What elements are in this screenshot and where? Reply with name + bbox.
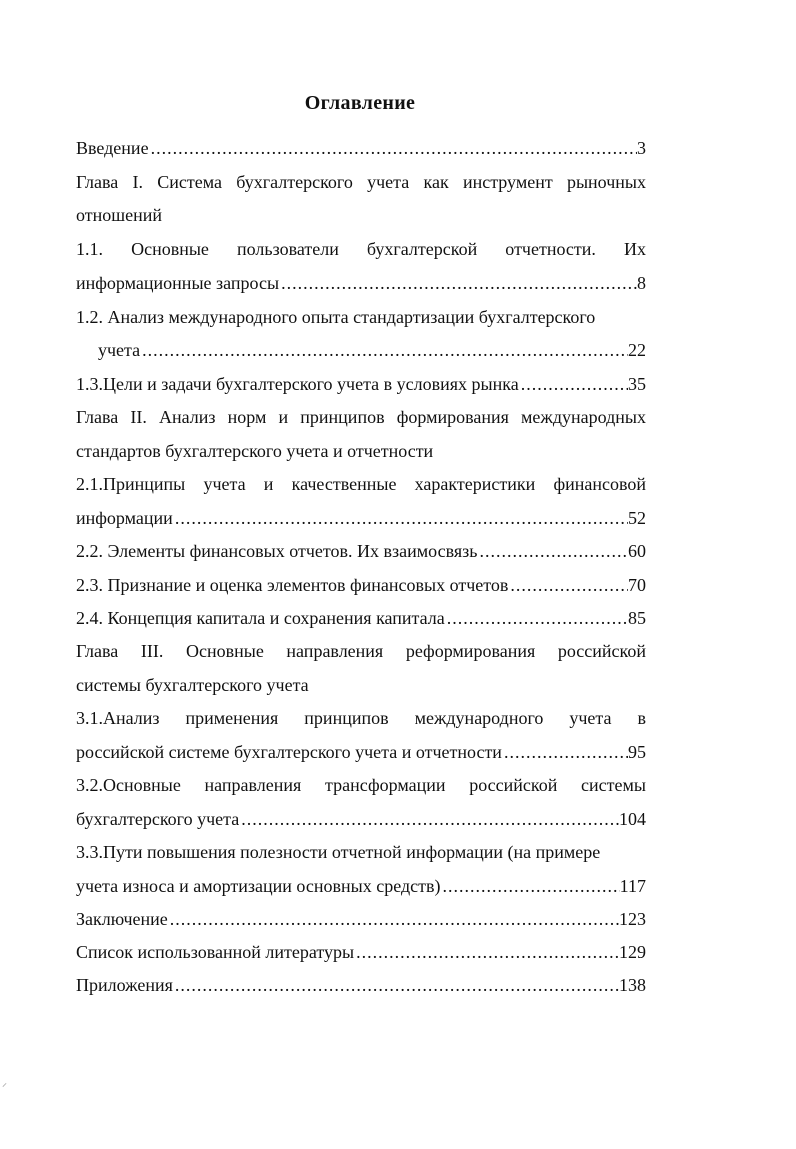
toc-entry-text: Заключение (76, 909, 168, 929)
leader-dots (173, 504, 628, 532)
toc-section-3-1-line-1: 3.1.Анализ применения принципов международного учета в (76, 708, 646, 728)
toc-entry-page: 85 (628, 608, 646, 628)
leader-dots (140, 336, 628, 364)
toc-entry-page: 22 (628, 340, 646, 360)
toc-chapter-1-line-2: отношений (76, 205, 163, 225)
toc-entry-page: 60 (628, 541, 646, 561)
toc-section-1-1-line-1: 1.1. Основные пользователи бухгалтерской отчетности. Их (76, 239, 646, 259)
toc-entry-text: 2.3. Признание и оценка элементов финансовых отчетов (76, 575, 509, 595)
toc-entry-text: бухгалтерского учета (76, 809, 240, 829)
toc-entry-page: 95 (628, 742, 646, 762)
toc-entry-text: Список использованной литературы (76, 942, 355, 962)
toc-section-2-4 (76, 604, 646, 632)
leader-dots (279, 269, 637, 297)
toc-entry-page: 123 (619, 909, 646, 929)
toc-section-2-3 (76, 571, 646, 599)
leader-dots (519, 370, 628, 398)
toc-section-3-2-line-2 (76, 805, 646, 833)
toc-entry-appendices (76, 971, 646, 999)
toc-section-3-3-line-2 (76, 872, 646, 900)
toc-section-1-1-line-2 (76, 269, 646, 297)
toc-entry-text: информации (76, 508, 173, 528)
toc-entry-text: учета (98, 340, 141, 360)
toc-entry-page: 129 (619, 942, 646, 962)
toc-section-2-1-line-1: 2.1.Принципы учета и качественные характеристики финансовой (76, 474, 646, 494)
toc-entry-text: 2.2. Элементы финансовых отчетов. Их взаимосвязь (76, 541, 478, 561)
toc-entry-bibliography (76, 938, 646, 966)
toc-entry-page: 3 (637, 138, 646, 158)
toc-section-3-2-line-1: 3.2.Основные направления трансформации российской системы (76, 775, 646, 795)
toc-chapter-2-line-1: Глава II. Анализ норм и принципов формирования международных (76, 407, 646, 427)
toc-entry-page: 35 (628, 374, 646, 394)
leader-dots (239, 805, 619, 833)
toc-section-3-3-line-1: 3.3.Пути повышения полезности отчетной информации (на примере (76, 842, 601, 862)
leader-dots (149, 134, 637, 162)
leader-dots (502, 738, 628, 766)
toc-entry-page: 117 (619, 876, 646, 896)
toc-entry-page: 52 (628, 508, 646, 528)
leader-dots (445, 604, 628, 632)
toc-section-1-3 (76, 370, 646, 398)
leader-dots (173, 971, 619, 999)
toc-entry-text: 2.4. Концепция капитала и сохранения капитала (76, 608, 445, 628)
toc-entry-page: 8 (637, 273, 646, 293)
toc-chapter-3-line-1: Глава III. Основные направления реформирования российской (76, 641, 646, 661)
leader-dots (440, 872, 619, 900)
toc-entry-text: Приложения (76, 975, 173, 995)
leader-dots (508, 571, 628, 599)
toc-title: Оглавление (304, 92, 416, 114)
leader-dots (477, 537, 628, 565)
toc-chapter-3-line-2: системы бухгалтерского учета (76, 675, 309, 695)
toc-entry-text: информационные запросы (76, 273, 280, 293)
scan-artifact-mark: ⸝ (2, 1078, 7, 1089)
toc-entry-conclusion (76, 905, 646, 933)
toc-section-3-1-line-2 (76, 738, 646, 766)
toc-section-2-1-line-2 (76, 504, 646, 532)
toc-chapter-2-line-2: стандартов бухгалтерского учета и отчетности (76, 441, 434, 461)
toc-entry-text: учета износа и амортизации основных средств) (76, 876, 441, 896)
leader-dots (354, 938, 619, 966)
toc-entry-page: 70 (628, 575, 646, 595)
toc-entry-page: 138 (619, 975, 646, 995)
toc-section-2-2 (76, 537, 646, 565)
toc-section-1-2-line-2 (98, 336, 646, 364)
toc-entry-text: Введение (76, 138, 149, 158)
toc-entry-page: 104 (619, 809, 646, 829)
leader-dots (168, 905, 619, 933)
toc-entry-text: российской системе бухгалтерского учета и отчетности (76, 742, 502, 762)
toc-section-1-2-line-1: 1.2. Анализ международного опыта стандартизации бухгалтерского (76, 307, 596, 327)
toc-entry-text: 1.3.Цели и задачи бухгалтерского учета в условиях рынка (76, 374, 519, 394)
toc-chapter-1-line-1: Глава I. Система бухгалтерского учета как инструмент рыночных (76, 172, 646, 192)
toc-entry-introduction (76, 134, 646, 162)
